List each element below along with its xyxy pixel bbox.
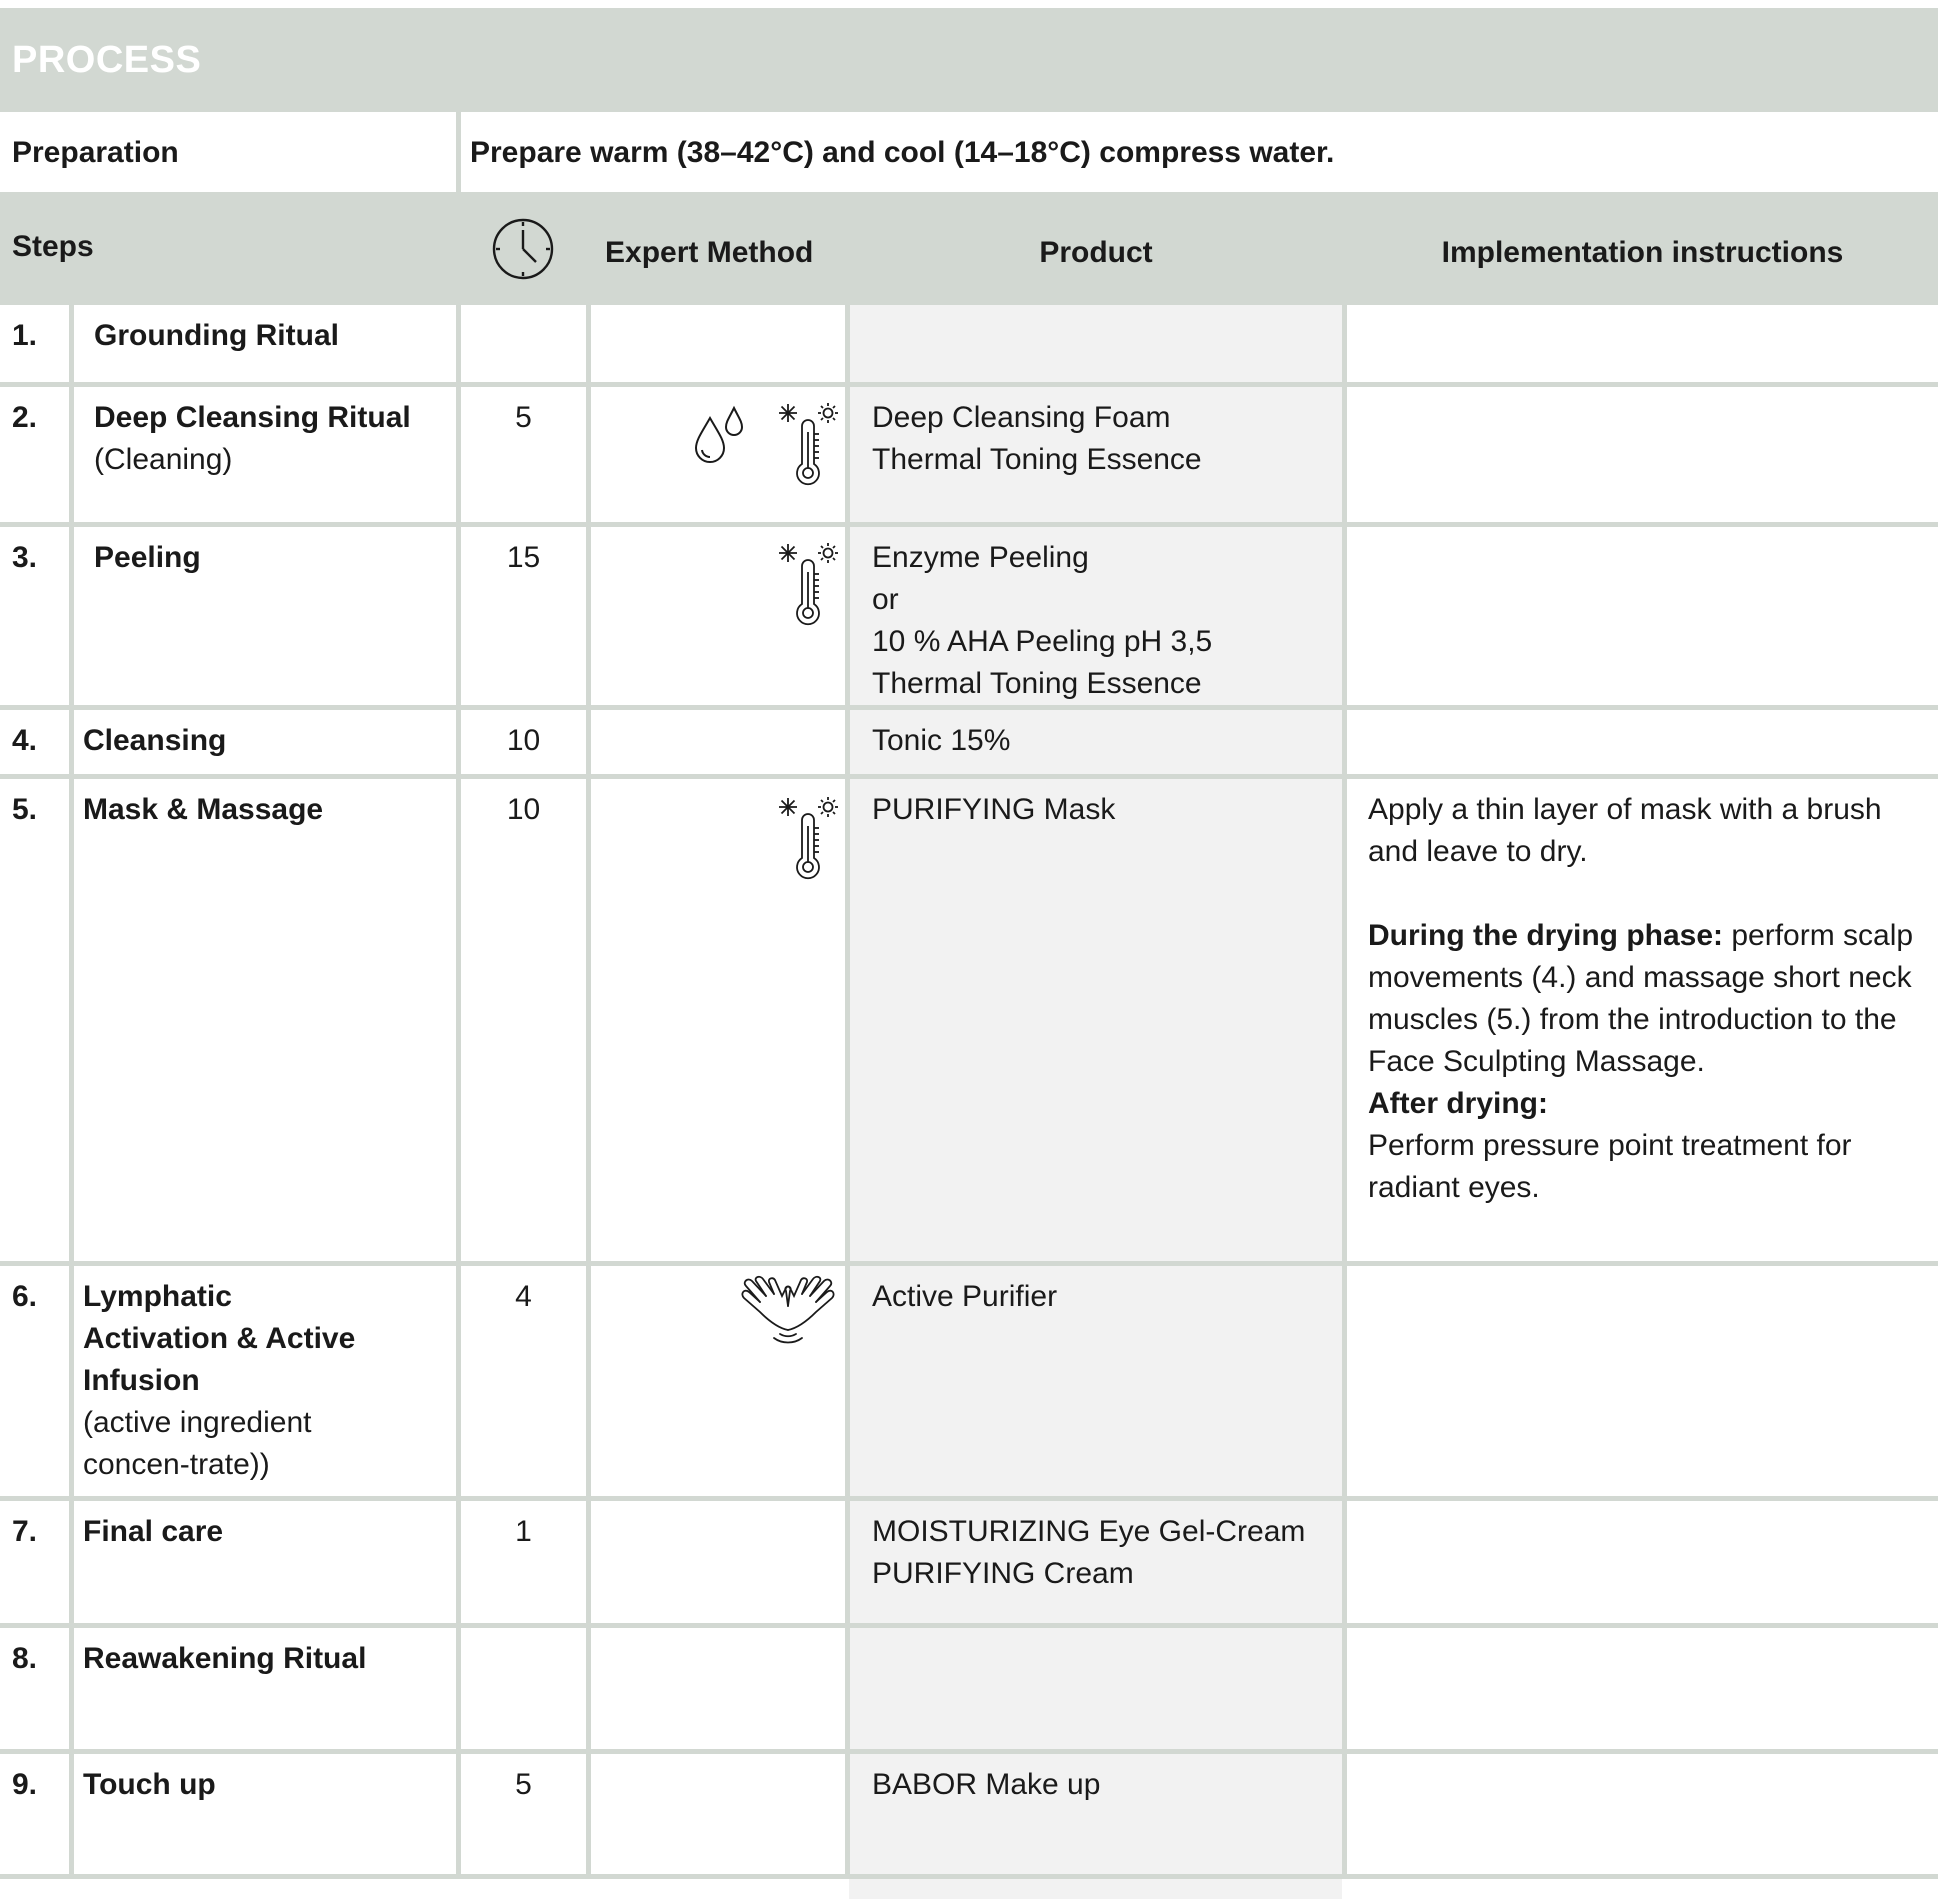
step-number: 7. [12,1515,38,1548]
thermometer-icon [776,402,840,486]
preparation-text: Prepare warm (38–42°C) and cool (14–18°C) compress water. [470,136,1335,169]
preparation-label: Preparation [12,136,179,169]
step-number: 8. [12,1642,38,1675]
product-name: PURIFYING Mask [872,793,1116,826]
row-divider [0,522,1938,527]
product-name: 10 % AHA Peeling pH 3,5 [872,625,1213,658]
col-divider [845,198,850,1874]
step-duration: 10 [506,793,541,826]
row-divider [0,1261,1938,1266]
step-number: 3. [12,541,38,574]
product-name: Active Purifier [872,1280,1058,1313]
instruction-paragraph [1368,915,1928,1083]
row-divider [0,774,1938,779]
column-header-expert-method: Expert Method [605,236,814,269]
row-divider [0,382,1938,387]
row-divider [0,1749,1938,1754]
step-name: Activation & Active [83,1322,356,1355]
step-number: 9. [12,1768,38,1801]
row-divider [0,1496,1938,1501]
thermometer-icon [776,542,840,626]
step-name: Mask & Massage [83,793,324,826]
product-name: PURIFYING Cream [872,1557,1134,1590]
step-name: Final care [83,1515,224,1548]
hands-icon [738,1276,838,1348]
product-name: Thermal Toning Essence [872,667,1202,700]
step-name: Deep Cleansing Ritual [94,401,411,434]
instruction-text: perform scalp movements (4.) and massage short neck muscles (5.) from the introduction to the Face Sculpting Massage. [1368,919,1914,1078]
row-divider [0,192,1938,198]
step-name: Grounding Ritual [94,319,339,352]
implementation-instructions [1368,789,1928,1209]
instruction-text: Apply a thin layer of mask with a brush and leave to dry. [1368,793,1882,868]
step-duration: 10 [506,724,541,757]
instruction-label: After drying: [1368,1087,1548,1120]
product-name: BABOR Make up [872,1768,1101,1801]
step-number: 2. [12,401,38,434]
step-number: 4. [12,724,38,757]
column-header-instructions: Implementation instructions [1441,236,1844,269]
col-divider [586,198,591,1874]
product-name: Tonic 15% [872,724,1011,757]
column-header-product: Product [1039,236,1153,269]
step-duration: 4 [515,1280,532,1313]
thermometer-icon [776,796,840,880]
instruction-text: Perform pressure point treatment for radiant eyes. [1368,1129,1852,1204]
col-divider [456,112,461,1874]
step-number: 1. [12,319,38,352]
row-divider [0,1874,1938,1879]
column-header-steps: Steps [12,230,94,263]
step-name: Touch up [83,1768,216,1801]
step-duration: 1 [515,1515,532,1548]
step-name: Reawakening Ritual [83,1642,367,1675]
step-duration: 5 [515,1768,532,1801]
water-drops-icon [692,404,748,466]
row-divider [0,1623,1938,1628]
step-subtitle: (active ingredient [83,1406,312,1439]
step-name: Peeling [94,541,201,574]
col-divider [1342,198,1347,1874]
product-name: MOISTURIZING Eye Gel-Cream [872,1515,1306,1548]
product-name: Enzyme Peeling [872,541,1089,574]
step-name: Cleansing [83,724,227,757]
step-name: Lymphatic [83,1280,232,1313]
step-name: Infusion [83,1364,200,1397]
process-title: PROCESS [0,8,1938,112]
clock-icon [492,218,554,280]
product-name: Deep Cleansing Foam [872,401,1171,434]
row-divider [0,300,1938,305]
step-duration: 5 [515,401,532,434]
row-divider [0,705,1938,710]
step-subtitle: (Cleaning) [94,443,233,476]
col-divider [69,305,74,1874]
product-name: or [872,583,899,616]
step-duration: 15 [506,541,541,574]
step-subtitle: concen-trate)) [83,1448,270,1481]
product-name: Thermal Toning Essence [872,443,1202,476]
instruction-label: During the drying phase: [1368,919,1724,952]
step-number: 5. [12,793,38,826]
step-number: 6. [12,1280,38,1313]
